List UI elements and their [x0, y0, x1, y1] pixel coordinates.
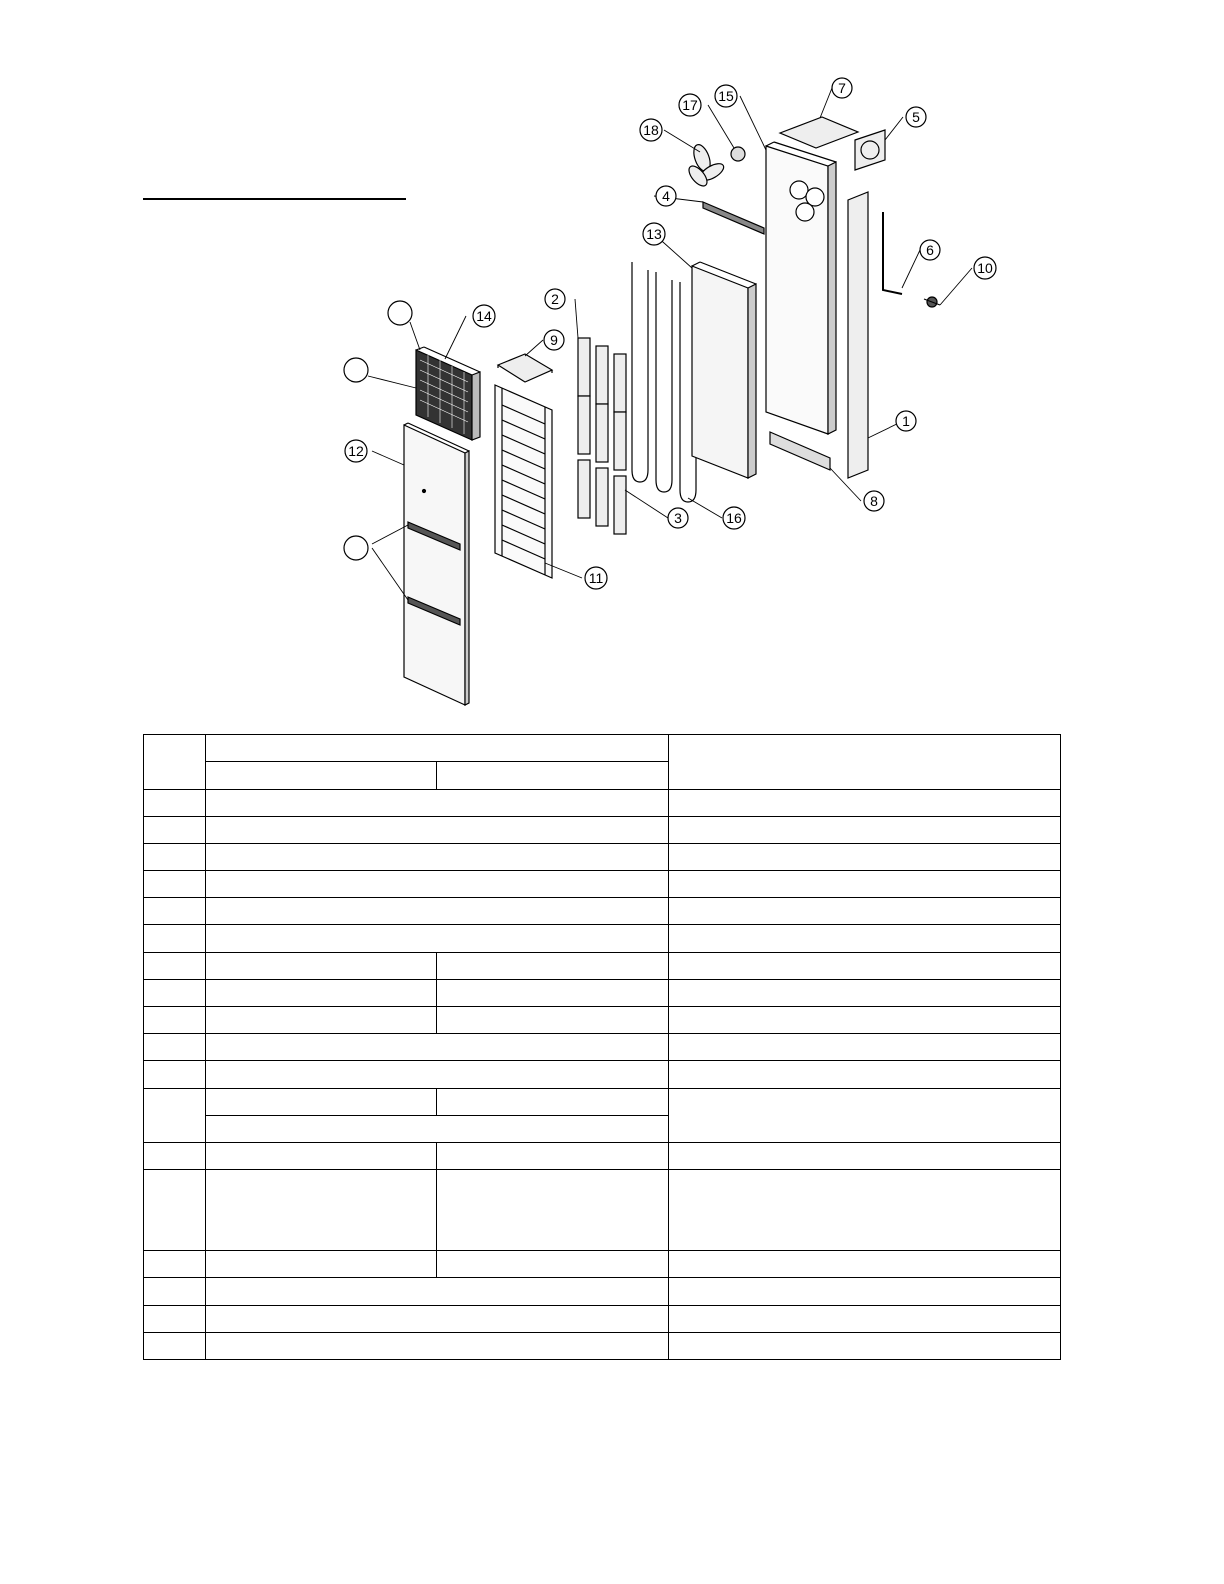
top-lid-part — [780, 117, 858, 148]
table-cell — [437, 1143, 668, 1170]
table-cell — [206, 1251, 437, 1278]
callout-label: 12 — [348, 443, 364, 459]
callout-label: 16 — [726, 510, 742, 526]
table-cell — [206, 1143, 437, 1170]
table-cell — [668, 953, 1060, 980]
heater-pads-part — [578, 338, 626, 534]
table-cell — [668, 925, 1060, 953]
callout-label: 11 — [588, 570, 604, 586]
ladder-frame-part — [495, 385, 552, 578]
table-cell — [206, 1089, 437, 1116]
table-cell — [668, 1306, 1060, 1333]
table-cell — [437, 980, 668, 1007]
table-cell — [668, 1034, 1060, 1061]
table-row — [144, 1143, 1061, 1170]
callout-label: 1 — [902, 413, 910, 429]
table-cell — [144, 925, 206, 953]
table-cell — [668, 1278, 1060, 1306]
table-cell — [668, 844, 1060, 871]
front-panel-part — [404, 423, 469, 705]
upper-bracket-part — [703, 202, 764, 234]
callout-label: 6 — [926, 242, 934, 258]
table-cell — [206, 817, 669, 844]
parts-list-table — [143, 734, 1061, 1360]
top-plate-part — [498, 354, 552, 382]
table-cell — [144, 1061, 206, 1089]
table-cell — [206, 735, 669, 762]
table-row — [144, 1306, 1061, 1333]
table-cell — [144, 1251, 206, 1278]
grille-part — [416, 347, 480, 440]
table-cell — [144, 735, 206, 790]
table-row — [144, 1034, 1061, 1061]
table-cell — [206, 844, 669, 871]
callout-label: 5 — [912, 109, 920, 125]
table-row — [144, 953, 1061, 980]
table-cell — [144, 871, 206, 898]
table-cell — [206, 1170, 437, 1251]
table-row-tall — [144, 1170, 1061, 1251]
table-cell — [668, 1089, 1060, 1143]
table-row — [144, 871, 1061, 898]
table-cell — [144, 790, 206, 817]
table-row — [144, 790, 1061, 817]
callout-label: 3 — [674, 510, 682, 526]
table-cell — [144, 898, 206, 925]
table-row — [144, 980, 1061, 1007]
table-cell — [206, 898, 669, 925]
table-row — [144, 1089, 1061, 1116]
back-plate-part — [692, 262, 756, 478]
table-row — [144, 817, 1061, 844]
table-cell — [144, 980, 206, 1007]
callout-label: 7 — [838, 80, 846, 96]
table-row — [144, 844, 1061, 871]
table-cell — [144, 1306, 206, 1333]
fan-motor-part — [731, 147, 745, 161]
table-cell — [668, 735, 1060, 790]
exploded-parts-diagram — [320, 70, 1040, 715]
table-cell — [206, 980, 437, 1007]
table-cell — [668, 790, 1060, 817]
table-cell — [144, 844, 206, 871]
table-row — [144, 1278, 1061, 1306]
table-header-row — [144, 735, 1061, 762]
table-cell — [144, 817, 206, 844]
table-cell — [206, 1306, 669, 1333]
table-cell — [437, 953, 668, 980]
table-cell — [206, 871, 669, 898]
table-cell — [206, 1116, 669, 1143]
callout-label: 9 — [550, 332, 558, 348]
table-cell — [206, 1034, 669, 1061]
table-cell — [437, 762, 668, 790]
callout-label: 2 — [551, 291, 559, 307]
main-housing-part — [766, 142, 836, 434]
callout-label: 17 — [682, 97, 698, 113]
table-row — [144, 925, 1061, 953]
bottom-bracket-part — [770, 432, 830, 470]
flange-part — [855, 130, 885, 170]
table-cell — [668, 1333, 1060, 1360]
table-cell — [668, 1251, 1060, 1278]
table-row — [144, 1333, 1061, 1360]
side-rail-part — [848, 192, 868, 478]
table-row — [144, 1061, 1061, 1089]
callout-unlabeled-a — [388, 301, 412, 325]
table-cell — [206, 1007, 437, 1034]
callout-label: 13 — [646, 226, 662, 242]
table-row — [144, 1007, 1061, 1034]
table-cell — [437, 1007, 668, 1034]
table-cell — [206, 790, 669, 817]
fan-blade-part — [686, 142, 727, 189]
table-cell — [668, 898, 1060, 925]
table-cell — [144, 1007, 206, 1034]
table-cell — [206, 925, 669, 953]
table-cell — [668, 1061, 1060, 1089]
valve-part — [924, 297, 940, 307]
table-cell — [668, 1143, 1060, 1170]
callout-label: 18 — [643, 122, 659, 138]
table-cell — [144, 1089, 206, 1143]
table-cell — [206, 1333, 669, 1360]
callout-unlabeled-b — [344, 358, 368, 382]
rod-part — [883, 212, 902, 294]
table-cell — [437, 1170, 668, 1251]
table-cell — [144, 1170, 206, 1251]
callout-label: 15 — [718, 88, 734, 104]
table-row — [144, 1251, 1061, 1278]
table-cell — [668, 980, 1060, 1007]
table-cell — [206, 1061, 669, 1089]
table-cell — [668, 817, 1060, 844]
heating-tubes-part — [632, 262, 696, 502]
callout-label: 14 — [476, 308, 492, 324]
table-cell — [144, 1034, 206, 1061]
table-cell — [206, 762, 437, 790]
table-cell — [437, 1089, 668, 1116]
table-cell — [437, 1251, 668, 1278]
table-cell — [144, 1333, 206, 1360]
callout-unlabeled-c — [344, 536, 368, 560]
table-cell — [206, 1278, 669, 1306]
table-cell — [144, 1143, 206, 1170]
table-row — [144, 898, 1061, 925]
table-cell — [206, 953, 437, 980]
table-cell — [144, 953, 206, 980]
callout-label: 8 — [870, 493, 878, 509]
table-cell — [144, 1278, 206, 1306]
table-cell — [668, 1007, 1060, 1034]
table-cell — [668, 1170, 1060, 1251]
callout-label: 4 — [662, 188, 670, 204]
table-cell — [668, 871, 1060, 898]
callout-label: 10 — [977, 260, 993, 276]
